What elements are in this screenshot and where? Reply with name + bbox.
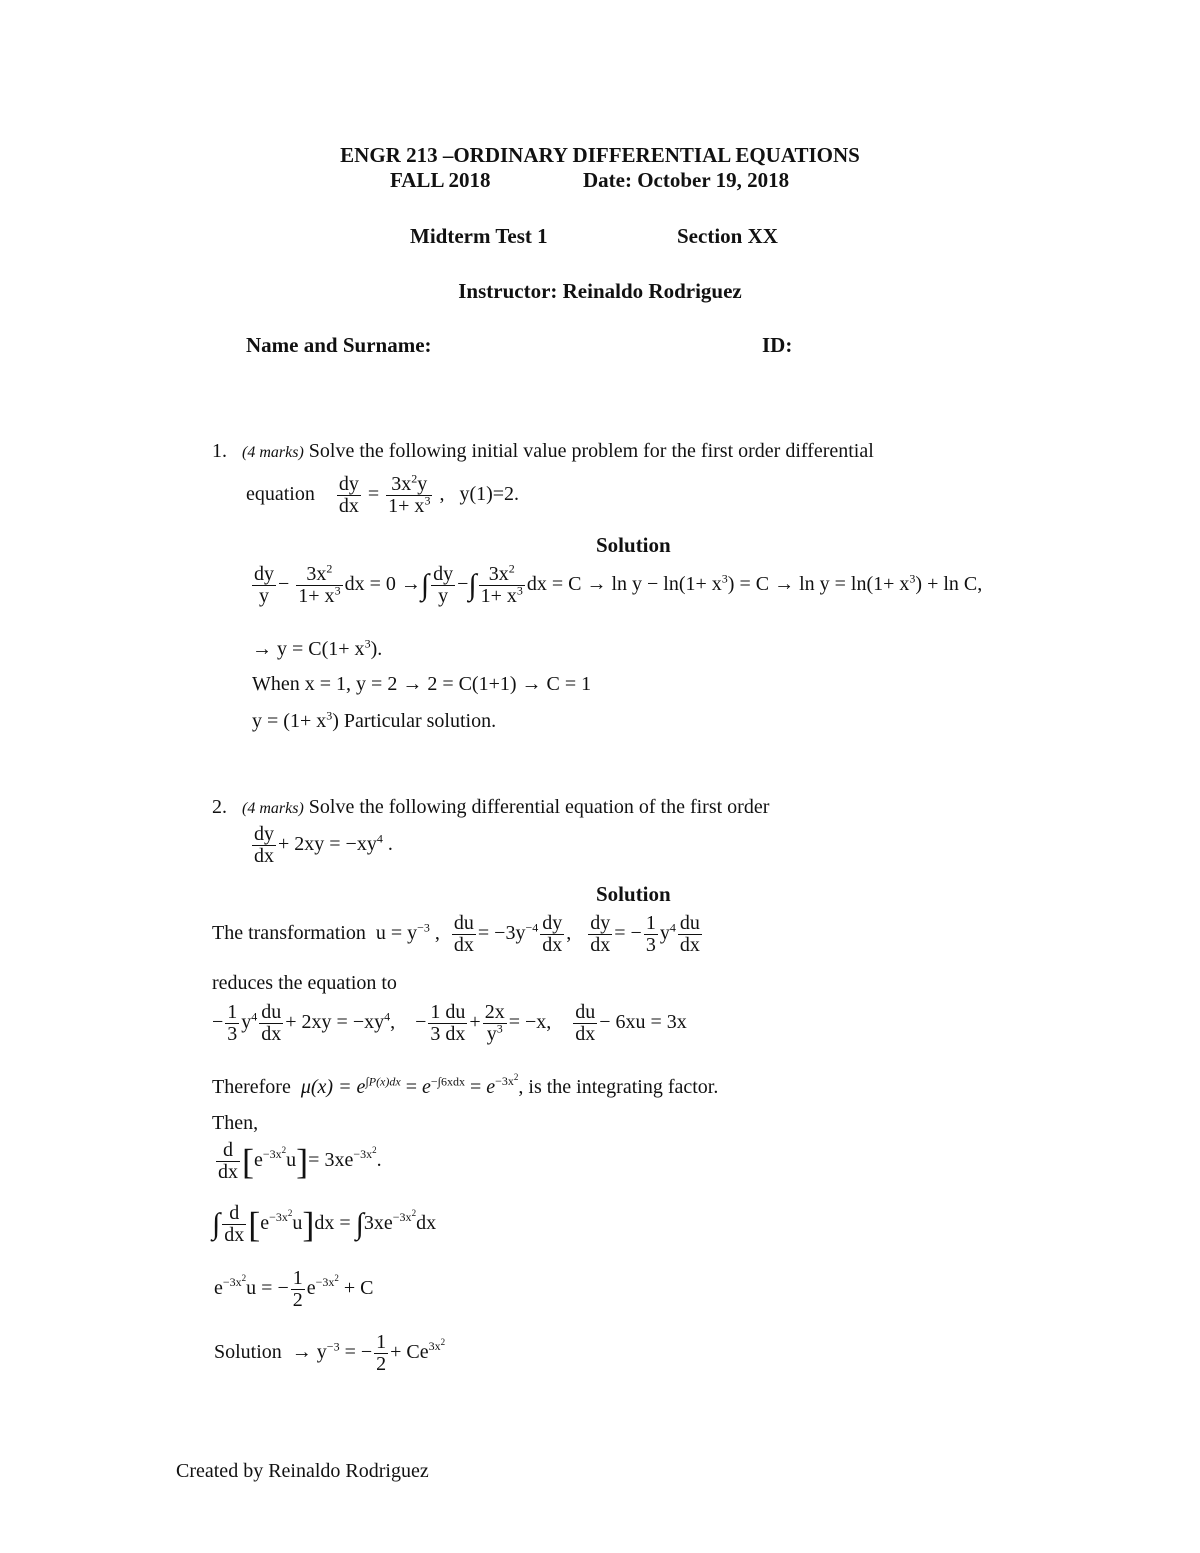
transformation-label: The transformation	[212, 922, 366, 945]
test-title: Midterm Test 1	[410, 224, 548, 248]
solution-1-step-2: → $y = C(1+ x^3)$.	[252, 636, 383, 660]
question-text: Solve the following differential equation of the first order	[308, 796, 770, 818]
particular-label: Particular solution.	[343, 710, 497, 732]
term: FALL 2018	[390, 168, 491, 192]
instructor: Instructor: Reinaldo Rodriguez	[458, 279, 742, 303]
question-2-equation: $\frac{dy}{dx}$ + $2xy = -xy^4$ .	[254, 823, 393, 867]
solution-2-label: Solution	[596, 882, 671, 906]
then-text: Then,	[212, 1112, 259, 1134]
question-number: 2.	[212, 796, 227, 818]
question-2-prompt	[212, 796, 769, 819]
solution-2-integrating-factor: Therefore $\mu(x) = e^{\int P(x)dx} = e^{-\int 6xdx} = e^{-3x^2}$, is the integrating factor.	[212, 1072, 719, 1098]
integrating-text: , is the integrating factor.	[518, 1076, 719, 1098]
exam-date: Date: October 19, 2018	[583, 168, 790, 192]
solution-2-step-2: ∫ $\frac{d}{dx}$ $[e^{-3x^2}u]dx = \int 3xe^{-3x^2}dx$	[212, 1202, 437, 1246]
equation-word: equation	[246, 483, 315, 506]
question-number: 1.	[212, 440, 227, 462]
id-label: ID:	[762, 333, 793, 357]
question-1-equation: equation $\frac{dy}{dx}$ = $\frac{3x^2y}{1+ x^3}$ , y(1)=2.	[246, 471, 520, 517]
solution-2-transformation: The transformation $u = y^{-3}$ , $\frac{du}{dx}$ = $-3y^{-4}$ $\frac{dy}{dx}$ , $\frac{dy}{dx}$ = − $\frac{1}{3}$ $y^4$ $\frac{du}{dx}$	[212, 912, 700, 956]
section: Section XX	[677, 224, 778, 248]
reduces-text: reduces the equation to	[212, 972, 397, 994]
solution-2-step-1: $\frac{d}{dx}$ $[e^{-3x^2}u]= 3xe^{-3x^2}$.	[218, 1139, 382, 1183]
course-title: ENGR 213 –ORDINARY DIFFERENTIAL EQUATIONS	[340, 143, 860, 167]
question-text: Solve the following initial value problem for the first order differential	[308, 440, 874, 462]
marks: (4 marks)	[242, 800, 304, 817]
solution-word: Solution	[214, 1341, 282, 1364]
name-label: Name and Surname:	[246, 333, 432, 357]
therefore-label: Therefore	[212, 1076, 291, 1098]
solution-1-step-3: When x = 1, y = 2 → 2 = C(1+1) → C = 1	[252, 673, 592, 695]
solution-1-step-1: $\frac{dy}{y}$ − $\frac{3x^2}{1+ x^3}$ dx = 0 →∫ $\frac{dy}{y}$ −∫ $\frac{3x^2}{1+ x^3}$ dx = $C \to \ln y - \ln(1+ x^3) = C \to \ln y = \ln(1+ x^3) + \ln C$,	[254, 561, 983, 607]
solution-1-step-4: $y = (1+ x^3)$ Particular solution.	[252, 708, 497, 732]
solution-2-reduced: − $\frac{1}{3}$ $y^4$ $\frac{du}{dx}$ + $2xy = -xy^4$, − $\frac{1 du}{3 dx}$ + $\frac{2x}{y^3}$ = −x, $\frac{du}{dx}$ − 6xu = 3x	[212, 1001, 687, 1045]
solution-1-label: Solution	[596, 533, 671, 557]
question-1-prompt	[212, 440, 874, 463]
solution-2-step-3: $e^{-3x^2}u$ = − $\frac{1}{2}$ $e^{-3x^2} + C$	[214, 1267, 374, 1311]
footer-credit: Created by Reinaldo Rodriguez	[176, 1460, 429, 1482]
marks: (4 marks)	[242, 444, 304, 461]
initial-condition: y(1)=2.	[459, 483, 520, 506]
solution-2-final: Solution → $y^{-3}$ = − $\frac{1}{2}$ + $Ce^{3x^2}$	[214, 1331, 446, 1375]
